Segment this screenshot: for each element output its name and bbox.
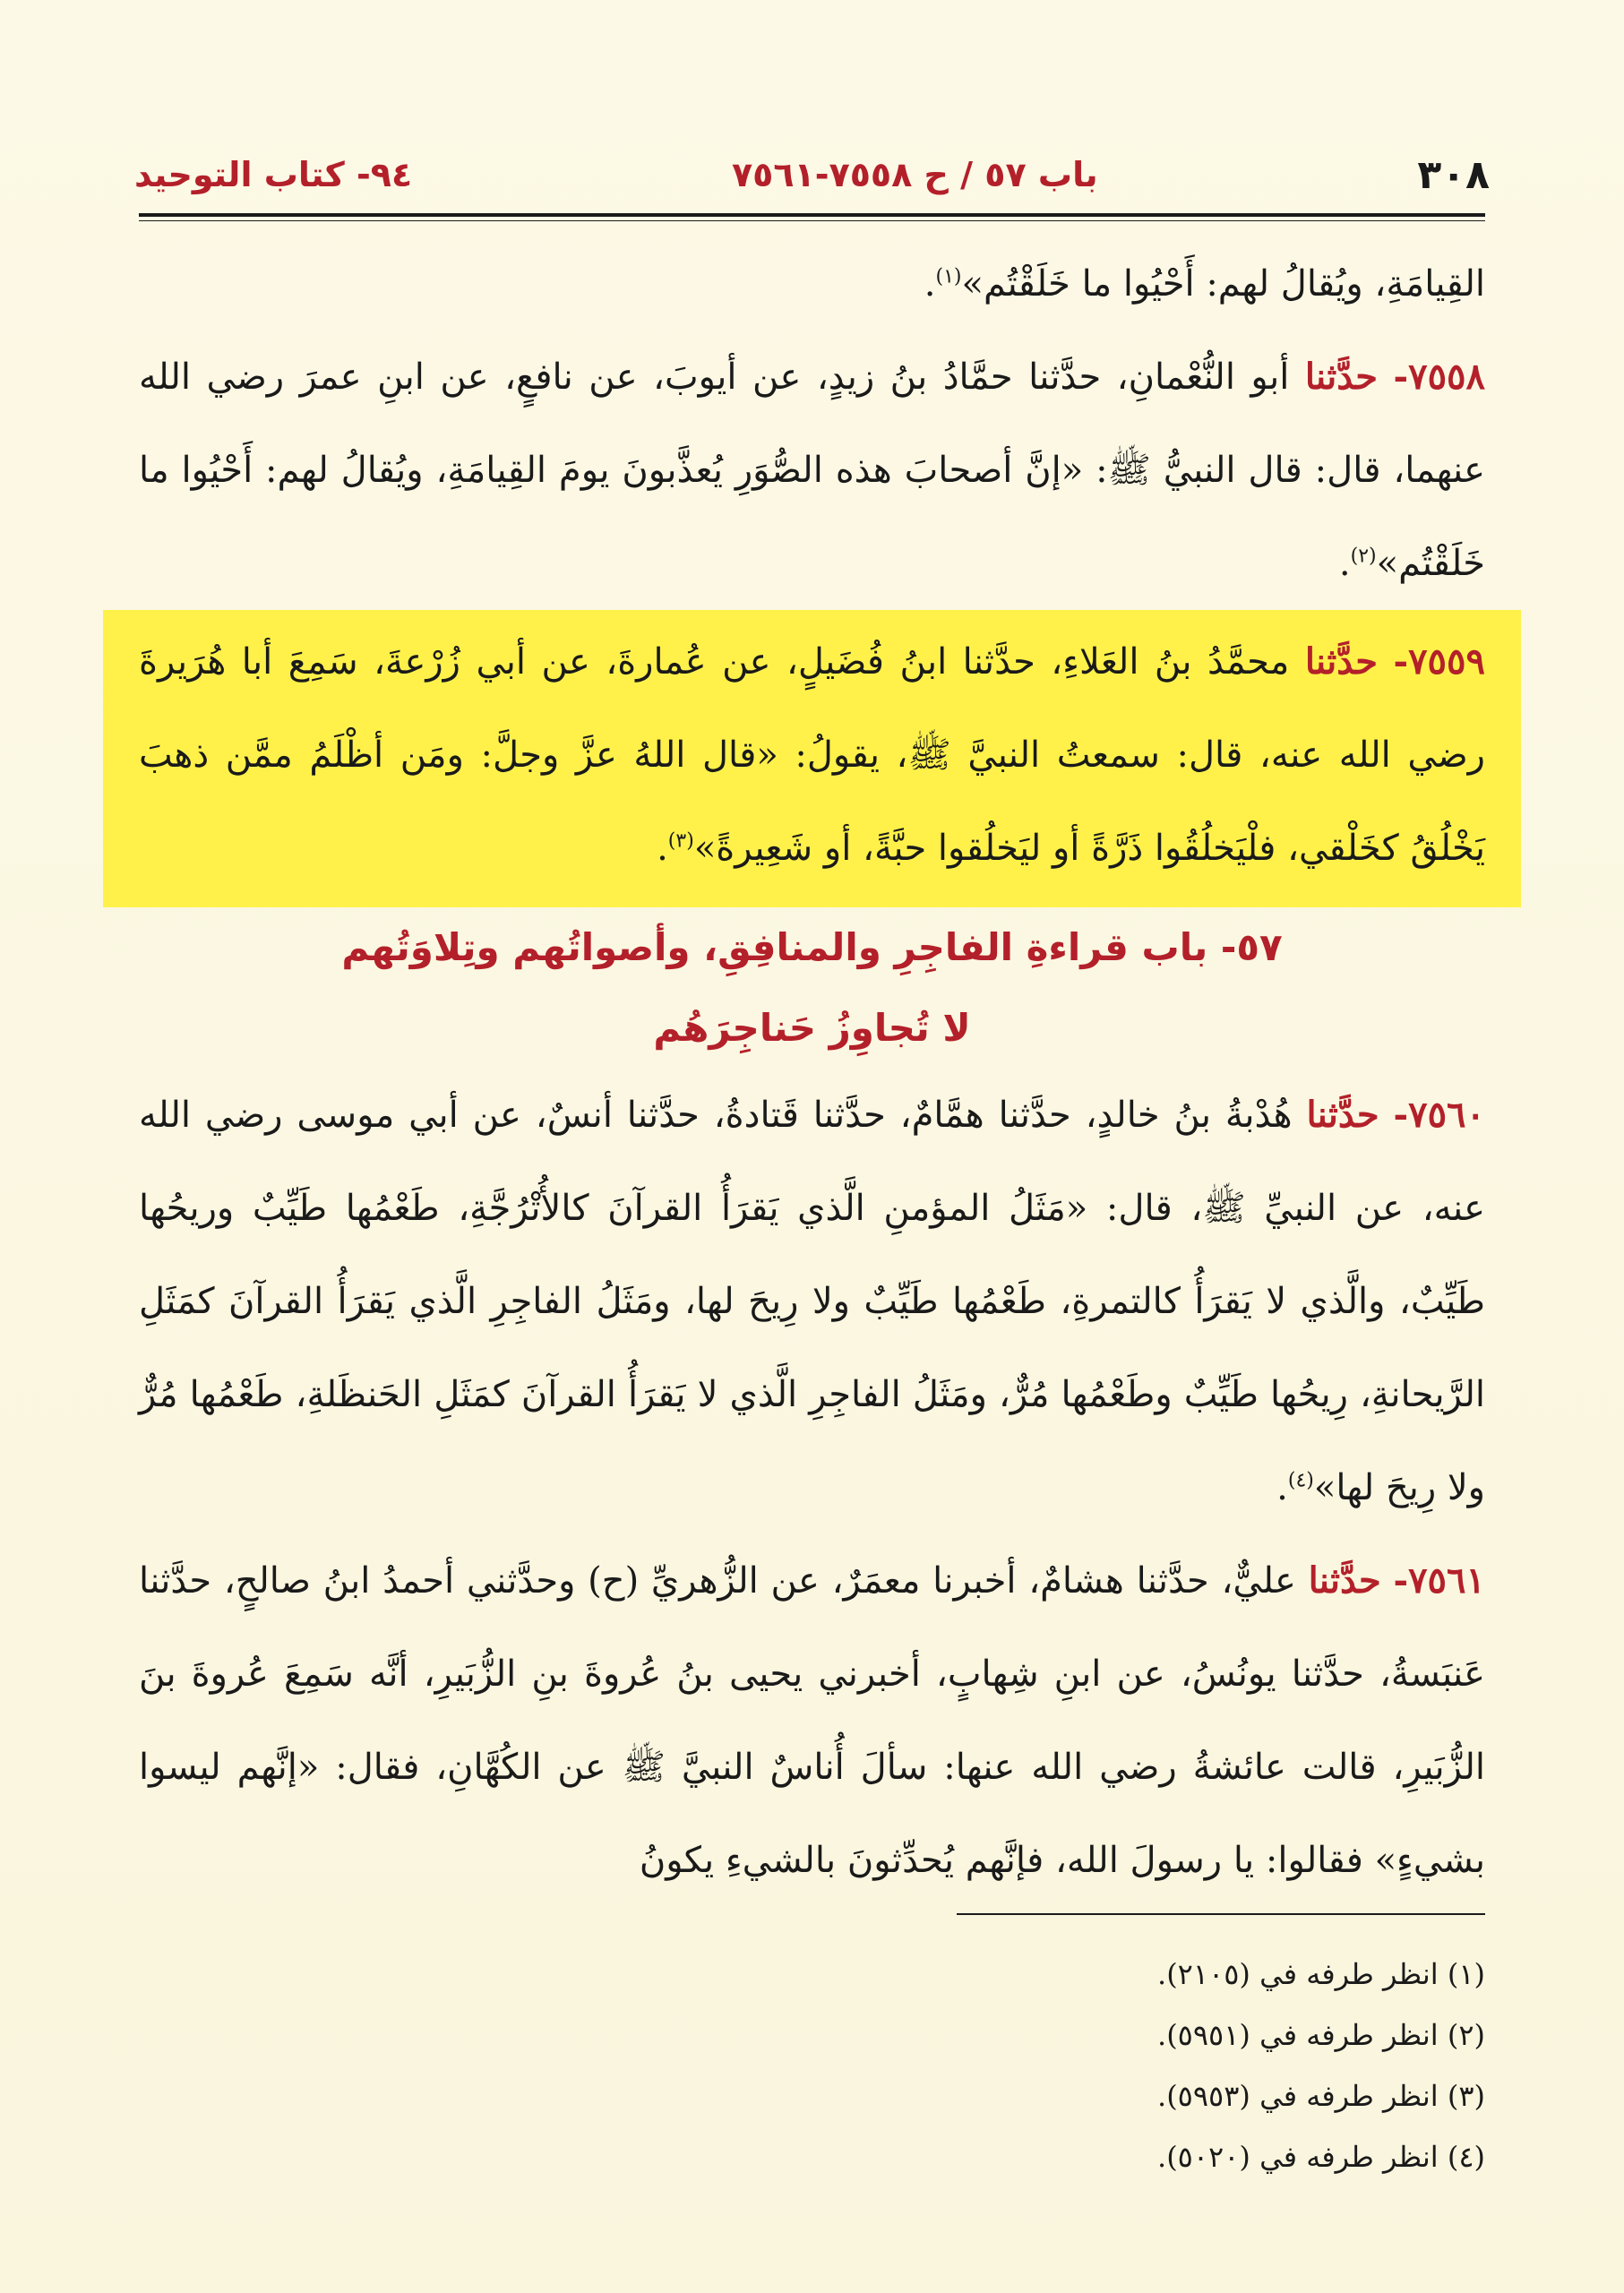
page-number: ٣٠٨ [1417, 151, 1490, 198]
paragraph-end: . [657, 828, 668, 869]
hadith-7559 [139, 615, 1485, 895]
highlighted-hadith [103, 610, 1521, 907]
paragraph-end: . [924, 263, 936, 305]
page-header [134, 143, 1490, 206]
footnote-marker: (١) [935, 265, 962, 288]
hadith-number: ٧٥٥٨- [1393, 356, 1486, 398]
footnote-item: (٣) انظر طرفه في (٥٩٥٣). [1157, 2079, 1485, 2113]
footnote-divider [957, 1913, 1485, 1915]
hadith-text: هُدْبةُ بنُ خالدٍ، حدَّثنا همَّامٌ، حدَّثنا قَتادةُ، حدَّثنا أنسٌ، عن أبي موسى رضي الله عنه، عن النبيِّ ﷺ، قال: «مَثَلُ المؤمنِ الَّذي يَقرَأُ القرآنَ كالأُتْرُجَّةِ، طَعْمُها طَيِّبٌ وريحُها طَيِّبٌ، والَّذي لا يَقرَأُ كالتمرةِ، طَعْمُها طَيِّبٌ ولا رِيحَ لها، ومَثَلُ الفاجِرِ الَّذي يَقرَأُ القرآنَ كمَثَلِ الرَّيحانةِ، رِيحُها طَيِّبٌ وطَعْمُها مُرٌّ، ومَثَلُ الفاجِرِ الَّذي لا يَقرَأُ القرآنَ كمَثَلِ الحَنظَلةِ، طَعْمُها مُرٌّ ولا رِيحَ لها» [139, 1095, 1485, 1508]
hadith-number: ٧٥٦١- [1393, 1559, 1485, 1602]
footnote-marker: (٤) [1287, 1469, 1314, 1492]
footnote-item: (٢) انظر طرفه في (٥٩٥١). [1157, 2018, 1485, 2052]
footnote-marker: (٢) [1350, 545, 1377, 568]
hadith-lead-word: حدَّثنا [1304, 356, 1378, 398]
hadith-text: أبو النُّعْمانِ، حدَّثنا حمَّادُ بنُ زيدٍ، عن أيوبَ، عن نافعٍ، عن ابنِ عمرَ رضي الله عنهما، قال: قال النبيُّ ﷺ: «إنَّ أصحابَ هذه الصُّوَرِ يُعذَّبونَ يومَ القِيامَةِ، ويُقالُ لهم: أَحْيُوا ما خَلَقْتُم» [139, 356, 1485, 584]
hadith-number: ٧٥٥٩- [1393, 640, 1485, 683]
paragraph-continuation [139, 237, 1485, 331]
hadith-number: ٧٥٦٠- [1393, 1094, 1486, 1136]
paragraph-end: . [1338, 543, 1351, 584]
paragraph-text: القِيامَةِ، ويُقالُ لهم: أَحْيُوا ما خَلَقْتُم» [961, 263, 1485, 305]
header-divider [139, 213, 1485, 221]
hadith-lead-word: حدَّثنا [1304, 640, 1378, 683]
hadith-text: محمَّدُ بنُ العَلاءِ، حدَّثنا ابنُ فُضَيلٍ، عن عُمارةَ، عن أبي زُرْعةَ، سَمِعَ أبا هُرَيرةَ رضي الله عنه، قال: سمعتُ النبيَّ ﷺ، يقولُ: «قال اللهُ عزَّ وجلَّ: ومَن أظْلَمُ ممَّن ذهبَ يَخْلُقُ كخَلْقي، فلْيَخلُقُوا ذَرَّةً أو ليَخلُقوا حبَّةً، أو شَعِيرةً» [139, 641, 1485, 869]
paragraph-end: . [1276, 1467, 1288, 1508]
chapter-reference: باب ٥٧ / ح ٧٥٥٨-٧٥٦١ [731, 155, 1098, 194]
footnotes [139, 1944, 1485, 2187]
hadith-7561 [139, 1534, 1485, 1907]
footnote-item: (٤) انظر طرفه في (٥٠٢٠). [1157, 2140, 1485, 2174]
chapter-heading-line1: ٥٧- باب قراءةِ الفاجِرِ والمنافِقِ، وأصواتُهم وتِلاوَتُهم [341, 925, 1283, 969]
chapter-heading-line2: لا تُجاوِزُ حَناجِرَهُم [653, 1006, 971, 1050]
footnote-item: (١) انظر طرفه في (٢١٠٥). [1157, 1957, 1485, 1991]
hadith-lead-word: حدَّثنا [1306, 1094, 1379, 1136]
hadith-text: عليٌّ، حدَّثنا هشامٌ، أخبرنا معمَرٌ، عن الزُّهريِّ (ح) وحدَّثني أحمدُ ابنُ صالحٍ، حدَّثنا عَنبَسةُ، حدَّثنا يونُسُ، عن ابنِ شِهابٍ، أخبرني يحيى بنُ عُروةَ بنِ الزُّبَيرِ، أنَّه سَمِعَ عُروةَ بنَ الزُّبَيرِ، قالت عائشةُ رضي الله عنها: سألَ أُناسٌ النبيَّ ﷺ عن الكُهَّانِ، فقال: «إنَّهم ليسوا بشيءٍ» فقالوا: يا رسولَ الله، فإنَّهم يُحدِّثونَ بالشيءِ يكونُ [139, 1560, 1486, 1881]
page-body [139, 237, 1485, 1907]
book-title: ٩٤- كتاب التوحيد [134, 155, 413, 194]
hadith-lead-word: حدَّثنا [1308, 1559, 1381, 1602]
footnote-marker: (٣) [667, 829, 694, 853]
hadith-7558 [139, 331, 1485, 610]
hadith-7560 [139, 1069, 1485, 1534]
